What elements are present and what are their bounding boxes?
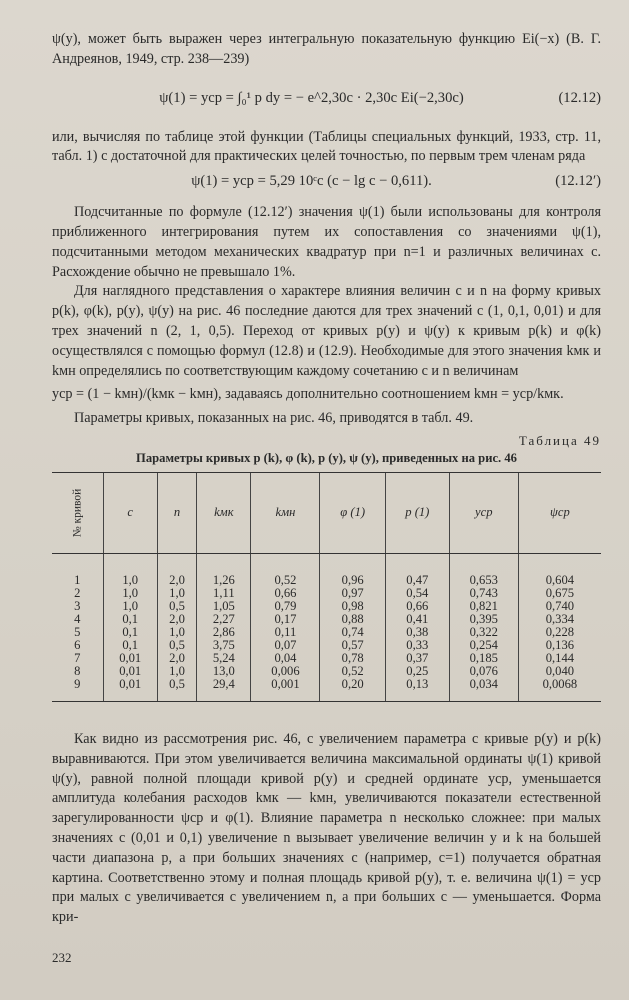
table-cell: 0,88 (320, 613, 385, 626)
table-cell: 0,395 (449, 613, 518, 626)
table-cell: 0,97 (320, 587, 385, 600)
table-spacer-row (52, 553, 601, 574)
table-cell: 0,040 (518, 665, 601, 678)
table-cell: 2,86 (197, 626, 251, 639)
table-cell: 0,675 (518, 587, 601, 600)
formula-12-12-prime (52, 169, 601, 193)
formula-12-12-expression: ψ(1) = yср = ∫₀¹ p dy = − e^2,30c · 2,30c Ei(−2,30c) (159, 90, 464, 107)
table-cell: 0,5 (157, 639, 196, 652)
table-cell: 0,034 (449, 678, 518, 702)
table-label: Таблица 49 (518, 432, 601, 448)
formula-12-12-number: (12.12) (558, 90, 601, 107)
table-cell: 0,604 (518, 574, 601, 587)
table-cell: 0,01 (103, 652, 157, 665)
paragraph-curves-formula: yср = (1 − kмн)/(kмк − kмн), задаваясь дополнительно соотношением kмн = yср/kмк. (52, 386, 564, 403)
paragraph-conclusion: Как видно из рассмотрения рис. 46, с увеличением параметра c кривые p(y) и p(k) выравниваются. При этом увеличивается величина максимальной ординаты ψ(1) кривой ψ(y), равной полной площади кривой p(y) и средней ординате yср, уменьшается амплитуда колебания расходов kмк — kмн, увеличиваются показатели естественной зарегулированности ψср и φ(1). Влияние параметра n несколько сложнее: при малых значениях c (0,01 и 0,1) увеличение n вызывает увеличение величин y и k на большей части диапазона p, а при больших значениях c (например, c=1) получается обратная картина. Соответственно этому и полная площадь кривой p(y), т. е. величина ψ(1) = yср при малых c увеличивается с увеличением n, а при больших c — уменьшается. Форма кри- (52, 730, 601, 926)
table-cell: 0,5 (157, 678, 196, 702)
table-cell: 0,821 (449, 600, 518, 613)
table-cell: 0,1 (103, 613, 157, 626)
header-p1: p (1) (385, 472, 449, 553)
table-cell: 0,740 (518, 600, 601, 613)
table-cell: 0,41 (385, 613, 449, 626)
table-cell: 0,66 (251, 587, 320, 600)
table-cell: 0,66 (385, 600, 449, 613)
paragraph-intro: ψ(y), может быть выражен через интегральную показательную функцию Ei(−x) (В. Г. Андреянов, 1949, стр. 238—239) (52, 31, 601, 67)
table-cell: 29,4 (197, 678, 251, 702)
table-cell: 0,228 (518, 626, 601, 639)
table-cell: 1,0 (157, 587, 196, 600)
table-cell: 1,0 (103, 600, 157, 613)
header-ycp: yср (449, 472, 518, 553)
table-row (52, 639, 601, 652)
table-cell: 0,79 (251, 600, 320, 613)
table-cell: 0,52 (320, 665, 385, 678)
table-header-row (52, 472, 601, 553)
table-cell: 0,076 (449, 665, 518, 678)
table-row (52, 678, 601, 702)
table-cell: 0,96 (320, 574, 385, 587)
header-curve-number: № кривой (52, 472, 103, 553)
table-cell: 0,01 (103, 665, 157, 678)
table-cell: 5 (74, 624, 81, 639)
table-cell: 0,254 (449, 639, 518, 652)
table-cell: 0,334 (518, 613, 601, 626)
table-cell: 0,653 (449, 574, 518, 587)
table-cell: 0,5 (157, 600, 196, 613)
table-cell: 13,0 (197, 665, 251, 678)
table-cell: 0,47 (385, 574, 449, 587)
table-cell: 2,0 (157, 613, 196, 626)
table-cell: 0,0068 (518, 678, 601, 702)
table-cell: 1,0 (157, 665, 196, 678)
formula-12-12-prime-expression: ψ(1) = yср = 5,29 10ᶜc (c − lg c − 0,611). (191, 172, 432, 189)
table-cell: 0,74 (320, 626, 385, 639)
header-c: c (103, 472, 157, 553)
table-cell: 0,322 (449, 626, 518, 639)
table-cell: 1,11 (197, 587, 251, 600)
table-cell: 1,0 (103, 574, 157, 587)
table-cell: 2,0 (157, 574, 196, 587)
table-cell: 0,17 (251, 613, 320, 626)
paragraph-curves: Для наглядного представления о характере влияния величин c и n на форму кривых p(k), φ(k), p(y), ψ(y) на рис. 46 последние даются для трех значений c (1, 0,1, 0,01) и для трех значений n (2, 1, 0,5). Переход от кривых p(y) и ψ(y) к кривым p(k) и φ(k) осуществлялся с помощью формул (12.8) и (12.9). Необходимые для этого значения kмк и kмн определялись по соответствующим каждому сочетанию c и n величинам (52, 283, 601, 379)
table-cell: 1,26 (197, 574, 251, 587)
table-cell: 0,13 (385, 678, 449, 702)
paragraph-series: или, вычисляя по таблице этой функции (Таблицы специальных функций, 1933, стр. 11, табл. 1) с достаточной для практических целей точностью, по первым трем членам ряда (52, 128, 601, 165)
table-cell: 0,1 (103, 626, 157, 639)
table-row (52, 626, 601, 639)
formula-12-12 (52, 76, 601, 122)
table-cell: 1,0 (103, 587, 157, 600)
table-row (52, 665, 601, 678)
header-phi1: φ (1) (320, 472, 385, 553)
table-cell: 0,54 (385, 587, 449, 600)
table-cell: 0,11 (251, 626, 320, 639)
table-row (52, 613, 601, 626)
table-cell: 9 (52, 678, 103, 702)
table-cell: 1 (74, 572, 81, 587)
table-cell: 0,1 (103, 639, 157, 652)
table-cell: 0,07 (251, 639, 320, 652)
table-cell: 0,33 (385, 639, 449, 652)
table-cell: 0,136 (518, 639, 601, 652)
table-row (52, 587, 601, 600)
table-cell: 2,0 (157, 652, 196, 665)
table-cell: 0,04 (251, 652, 320, 665)
paragraph-table-ref: Параметры кривых, показанных на рис. 46, приводятся в табл. 49. (74, 410, 474, 427)
table-title: Параметры кривых p (k), φ (k), p (y), ψ (y), приведенных на рис. 46 (136, 450, 517, 465)
header-psicp: ψср (518, 472, 601, 553)
table-row (52, 652, 601, 665)
table-cell: 0,37 (385, 652, 449, 665)
table-body (52, 553, 601, 701)
table-cell: 2 (74, 585, 81, 600)
table-cell: 0,78 (320, 652, 385, 665)
table-cell: 0,57 (320, 639, 385, 652)
table-cell: 6 (74, 637, 81, 652)
table-cell: 0,185 (449, 652, 518, 665)
table-cell: 5,24 (197, 652, 251, 665)
table-row (52, 574, 601, 587)
table-cell: 8 (74, 663, 81, 678)
table-cell: 7 (74, 650, 81, 665)
paragraph-control: Подсчитанные по формуле (12.12′) значения ψ(1) были использованы для контроля приближенного интегрирования путем их сопоставления со значениями ψ(1), подсчитанными методом механических квадратур при n=1 и различных величинах c. Расхождение обычно не превышало 1%. (52, 204, 601, 280)
page-number: 232 (52, 950, 72, 965)
header-kmn: kмн (251, 472, 320, 553)
table-cell: 0,001 (251, 678, 320, 702)
header-kmk: kмк (197, 472, 251, 553)
table-cell: 0,98 (320, 600, 385, 613)
table-row (52, 600, 601, 613)
formula-12-12-prime-number: (12.12′) (555, 172, 601, 189)
table-cell: 0,20 (320, 678, 385, 702)
table-cell: 4 (74, 611, 81, 626)
table-cell: 0,006 (251, 665, 320, 678)
table-cell: 1,05 (197, 600, 251, 613)
table-cell: 0,743 (449, 587, 518, 600)
table-cell: 3 (74, 598, 81, 613)
table-cell: 3,75 (197, 639, 251, 652)
table-cell: 0,01 (103, 678, 157, 702)
table-cell: 0,25 (385, 665, 449, 678)
table-cell: 1,0 (157, 626, 196, 639)
table-cell: 0,52 (251, 574, 320, 587)
table-cell: 0,144 (518, 652, 601, 665)
table-cell: 0,38 (385, 626, 449, 639)
parameters-table (52, 472, 601, 702)
header-n: n (157, 472, 196, 553)
table-cell: 2,27 (197, 613, 251, 626)
